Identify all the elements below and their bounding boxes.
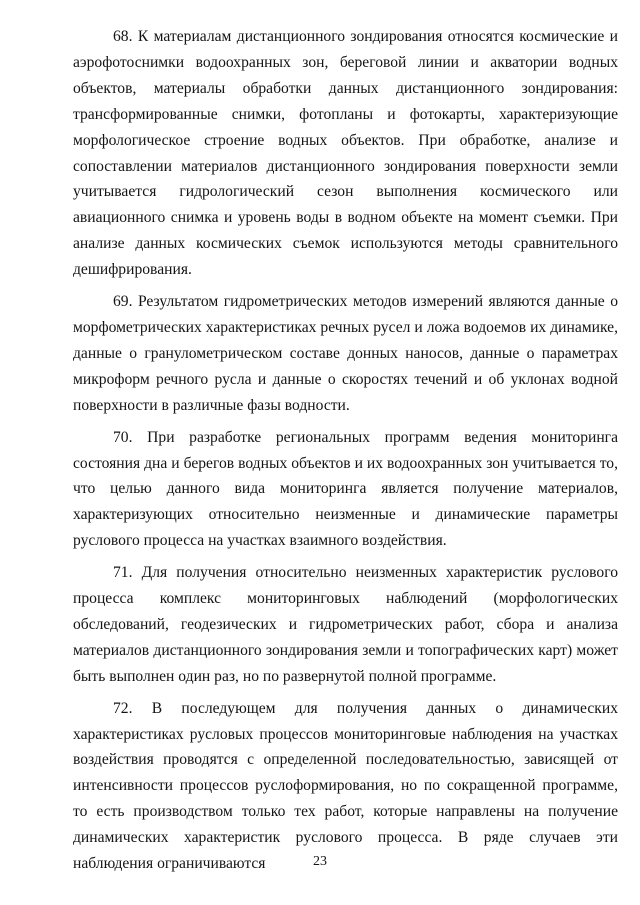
paragraph-number: 70.: [113, 428, 133, 446]
paragraph-71: [73, 560, 618, 690]
document-body: [73, 24, 618, 883]
paragraph-text: Результатом гидрометрических методов измерений являются данные о морфометрических характеристиках речных русел и ложа водоемов их динамике, данные о гранулометрическом составе донных наносов, данные о параметрах микроформ речного русла и данные о скоростях течений и об уклонах водной поверхности в различные фазы водности.: [73, 293, 618, 414]
paragraph-69: [73, 289, 618, 419]
paragraph-number: 68.: [113, 28, 133, 45]
paragraph-text: При разработке региональных программ ведения мониторинга состояния дна и берегов водных объектов и их водоохранных зон учитывается то, что целью данного вида мониторинга является получение материалов, характеризующих относительно неизменные и динамические параметры руслового процесса на участках взаимного воздействия.: [73, 428, 618, 550]
paragraph-number: 72.: [113, 699, 133, 717]
paragraph-number: 69.: [113, 293, 133, 311]
paragraph-72: [73, 696, 618, 877]
paragraph-text: К материалам дистанционного зондирования относятся космические и аэрофотоснимки водоохранных зон, береговой линии и акватории водных объектов, материалы обработки данных дистанционного зондирования: трансформированные снимки, фотопланы и фотокарты, характеризующие морфологическое строение водных объектов. При обработке, анализе и сопоставлении материалов дистанционного зондирования поверхности земли учитывается гидрологический сезон выполнения космического или авиационного снимка и уровень воды в водном объекте на момент съемки. При анализе данных космических съемок используются методы сравнительного дешифрирования.: [73, 28, 618, 279]
paragraph-text: В последующем для получения данных о динамических характеристиках русловых процессов мониторинговые наблюдения на участках воздействия проводятся с определенной последовательностью, зависящей от интенсивности процессов руслоформирования, но по сокращенной программе, то есть производством только тех работ, которые направлены на получение динамических характеристик руслового процесса. В ряде случаев эти наблюдения ограничиваются: [73, 699, 618, 873]
paragraph-68: [73, 24, 618, 283]
paragraph-number: 71.: [113, 564, 133, 582]
paragraph-70: [73, 425, 618, 555]
page-number: 23: [313, 854, 327, 869]
paragraph-text: Для получения относительно неизменных характеристик руслового процесса комплекс мониторинговых наблюдений (морфологических обследований, геодезических и гидрометрических работ, сбора и анализа материалов дистанционного зондирования земли и топографических карт) может быть выполнен один раз, но по развернутой полной программе.: [73, 564, 618, 685]
